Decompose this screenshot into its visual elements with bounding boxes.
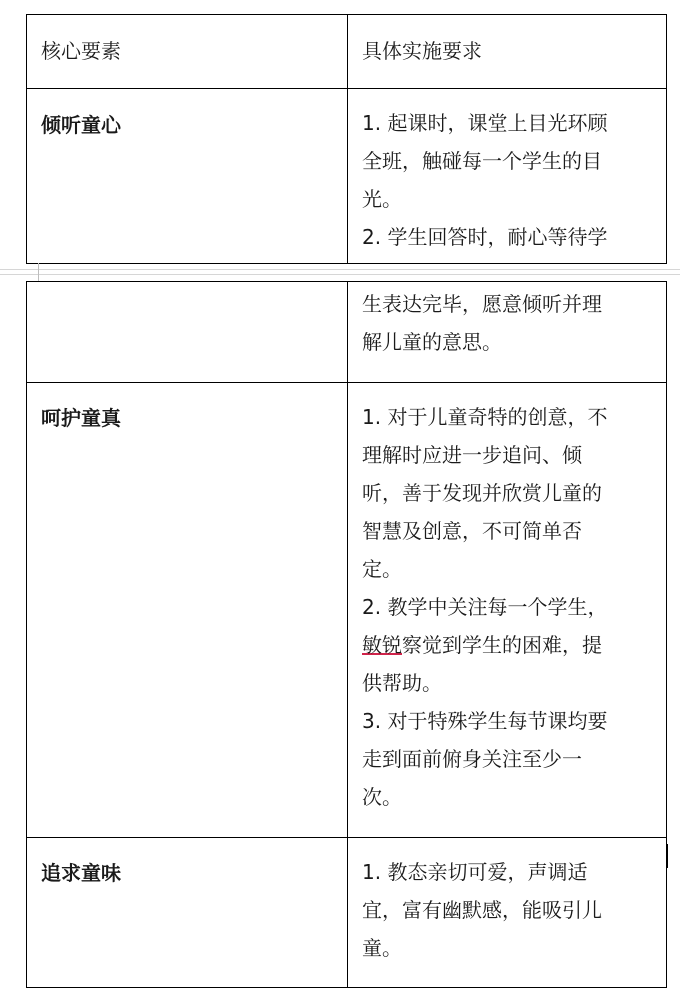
row2-line: 2. 教学中关注每一个学生， [362,595,608,619]
row2-line: 理解时应进一步追问、倾 [362,443,582,467]
row1-key-cell-continued[interactable] [27,282,348,383]
row2-line-with-spelling-mark [362,626,654,664]
header-cell-requirements[interactable] [348,15,667,89]
page-break-line [0,274,680,275]
row1-line: 解儿童的意思。 [362,330,502,354]
header-core-element: 核心要素 [41,39,121,63]
table-row [27,383,667,838]
row2-line-rest: 察觉到学生的困难，提 [402,633,602,657]
row3-key-cell[interactable] [27,838,348,988]
row2-line: 3. 对于特殊学生每节课均要 [362,709,608,733]
table-row [27,282,667,383]
row1-key-cell[interactable] [27,89,348,264]
row1-detail-cell-continued[interactable] [348,282,667,383]
row1-line: 光。 [362,187,402,211]
row2-key-cell[interactable] [27,383,348,838]
row2-key: 呵护童真 [41,406,121,430]
requirements-table-page2 [26,281,667,988]
row1-line: 1. 起课时，课堂上目光环顾 [362,111,608,135]
header-cell-core-element[interactable] [27,15,348,89]
row1-line: 生表达完毕，愿意倾听并理 [362,292,602,316]
row3-line: 1. 教态亲切可爱，声调适 [362,860,588,884]
spelling-flag-word[interactable]: 敏锐 [362,633,402,657]
header-requirements: 具体实施要求 [362,39,482,63]
requirements-table-page1 [26,14,667,264]
row2-line: 次。 [362,785,402,809]
row2-line: 听，善于发现并欣赏儿童的 [362,481,602,505]
row3-line: 童。 [362,936,402,960]
page-break-line [0,269,680,270]
row3-line: 宜，富有幽默感，能吸引儿 [362,898,602,922]
row1-key: 倾听童心 [41,113,121,137]
row1-line: 2. 学生回答时，耐心等待学 [362,225,608,249]
page-margin-mark [38,263,39,281]
table-header-row [27,15,667,89]
row2-line: 走到面前俯身关注至少一 [362,747,582,771]
row2-line: 定。 [362,557,402,581]
page-break [0,263,680,281]
row2-detail-cell[interactable] [348,383,667,838]
row1-line: 全班，触碰每一个学生的目 [362,149,602,173]
row2-line: 智慧及创意，不可简单否 [362,519,582,543]
table-row [27,838,667,988]
row3-key: 追求童味 [41,861,121,885]
row2-line: 供帮助。 [362,671,442,695]
row1-detail-cell[interactable] [348,89,667,264]
table-row [27,89,667,264]
row3-detail-cell[interactable] [348,838,667,988]
row2-line: 1. 对于儿童奇特的创意，不 [362,405,608,429]
text-cursor [667,844,668,868]
